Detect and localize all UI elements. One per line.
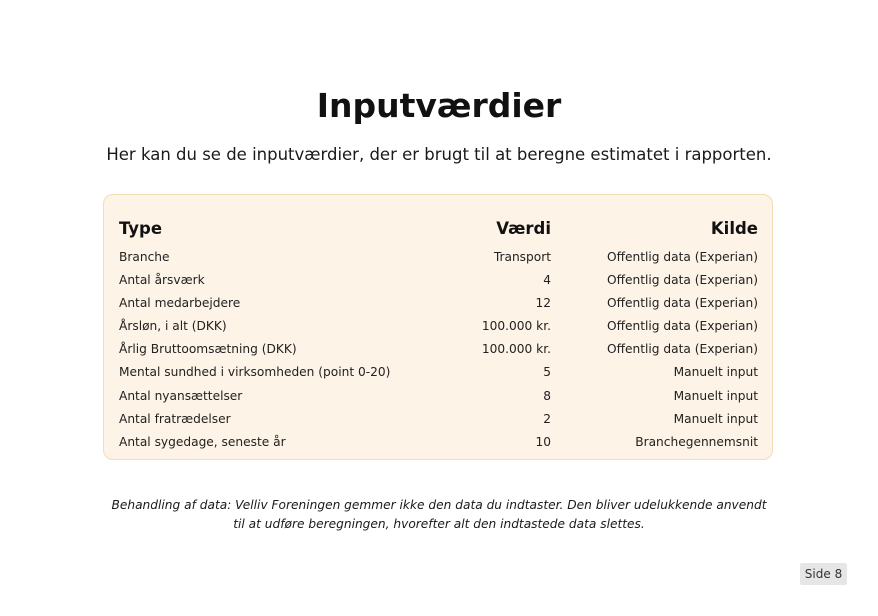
column-header-type: Type <box>119 219 163 238</box>
row-source: Manuelt input <box>673 411 758 426</box>
table-row <box>119 248 759 271</box>
row-value: 2 <box>543 411 551 426</box>
row-type: Årlig Bruttoomsætning (DKK) <box>119 342 297 357</box>
row-type: Antal årsværk <box>119 273 205 288</box>
page-subtitle: Her kan du se de inputværdier, der er brugt til at beregne estimatet i rapporten. <box>106 145 772 164</box>
row-type: Mental sundhed i virksomheden (point 0-20) <box>119 365 391 380</box>
table-row <box>119 294 759 317</box>
row-source: Offentlig data (Experian) <box>607 342 758 357</box>
row-source: Branchegennemsnit <box>635 434 758 449</box>
row-source: Manuelt input <box>673 388 758 403</box>
table-row <box>119 271 759 294</box>
row-value: 8 <box>543 388 551 403</box>
row-type: Antal sygedage, seneste år <box>119 434 286 449</box>
row-source: Offentlig data (Experian) <box>607 319 758 334</box>
row-value: 5 <box>543 365 551 380</box>
table-row <box>119 433 759 456</box>
row-value: 4 <box>543 273 551 288</box>
row-type: Antal medarbejdere <box>119 296 241 311</box>
table-row <box>119 410 759 433</box>
row-value: 100.000 kr. <box>481 319 551 334</box>
input-values-table <box>103 194 773 460</box>
row-source: Offentlig data (Experian) <box>607 250 758 264</box>
row-source: Offentlig data (Experian) <box>607 296 758 311</box>
table-body <box>119 248 759 456</box>
row-type: Årsløn, i alt (DKK) <box>119 319 227 334</box>
row-value: 10 <box>535 434 551 449</box>
row-value: 100.000 kr. <box>481 342 551 357</box>
table-row <box>119 363 759 386</box>
page-title: Inputværdier <box>316 86 562 125</box>
row-type: Branche <box>119 250 170 264</box>
row-value: Transport <box>493 250 551 264</box>
row-source: Manuelt input <box>673 365 758 380</box>
row-source: Offentlig data (Experian) <box>607 273 758 288</box>
table-row <box>119 317 759 340</box>
column-header-value: Værdi <box>496 219 551 238</box>
row-type: Antal fratrædelser <box>119 411 231 426</box>
table-row <box>119 387 759 410</box>
data-handling-note: Behandling af data: Velliv Foreningen gemmer ikke den data du indtaster. Den bliver udelukkende anvendt til at udføre beregningen, hvorefter alt den indtastede data slettes. <box>111 498 767 531</box>
column-header-source: Kilde <box>710 219 758 238</box>
table-row <box>119 340 759 363</box>
row-value: 12 <box>535 296 551 311</box>
row-type: Antal nyansættelser <box>119 388 243 403</box>
page-number-badge: Side 8 <box>800 563 847 585</box>
